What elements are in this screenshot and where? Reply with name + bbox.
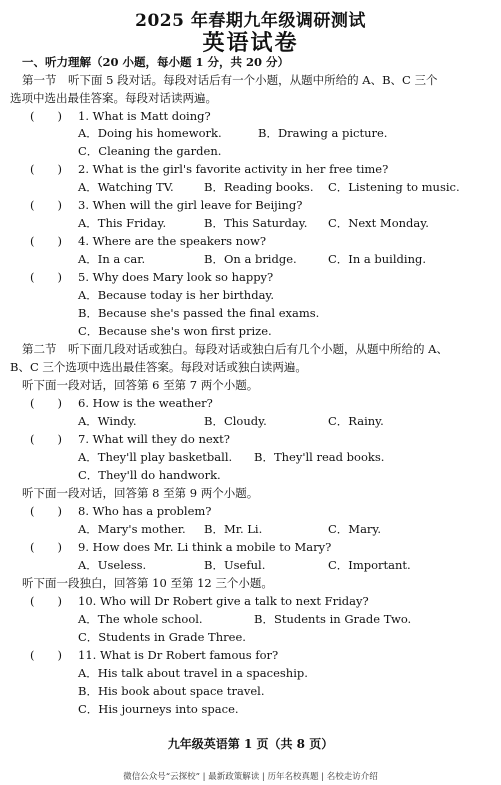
- option-c: C．Because she's won first prize.: [78, 324, 272, 338]
- option-b: B．His book about space travel.: [78, 684, 265, 698]
- question-7: [30, 431, 230, 447]
- answer-paren[interactable]: ( ): [30, 594, 62, 608]
- question-text: 2. What is the girl's favorite activity in her free time?: [78, 162, 389, 176]
- option-c: C．They'll do handwork.: [78, 468, 221, 482]
- option-c: C．Mary.: [328, 522, 382, 536]
- option-c: C．Students in Grade Three.: [78, 630, 246, 644]
- option-c: C．Important.: [328, 558, 411, 572]
- option-a: A．Useless.: [78, 558, 147, 572]
- option-a: A．Doing his homework.: [78, 126, 222, 140]
- answer-paren[interactable]: ( ): [30, 198, 62, 212]
- answer-paren[interactable]: ( ): [30, 162, 62, 176]
- question-4: [30, 233, 266, 249]
- option-c: C．Listening to music.: [328, 180, 460, 194]
- question-text: 8. Who has a problem?: [78, 504, 212, 518]
- option-c: C．Rainy.: [328, 414, 384, 428]
- answer-paren[interactable]: ( ): [30, 270, 62, 284]
- option-a: A．This Friday.: [78, 216, 167, 230]
- section2-intro-line2: B、C 三个选项中选出最佳答案。每段对话或独白读两遍。: [10, 360, 307, 374]
- question-text: 5. Why does Mary look so happy?: [78, 270, 274, 284]
- answer-paren[interactable]: ( ): [30, 109, 62, 123]
- question-text: 11. What is Dr Robert famous for?: [78, 648, 279, 662]
- answer-paren[interactable]: ( ): [30, 504, 62, 518]
- part-heading: 一、听力理解（20 小题，每小题 1 分，共 20 分）: [22, 55, 290, 69]
- option-a: A．They'll play basketball.: [78, 450, 233, 464]
- answer-paren[interactable]: ( ): [30, 396, 62, 410]
- option-c: C．In a building.: [328, 252, 427, 266]
- option-a: A．Because today is her birthday.: [78, 288, 275, 302]
- exam-subtitle: 英语试卷: [202, 30, 299, 56]
- question-text: 7. What will they do next?: [78, 432, 230, 446]
- answer-paren[interactable]: ( ): [30, 540, 62, 554]
- question-5: [30, 269, 273, 285]
- option-a: A．Windy.: [78, 414, 137, 428]
- instruction-q8-q9: 听下面一段对话，回答第 8 至第 9 两个小题。: [22, 486, 259, 500]
- exam-title: 2025 年春期九年级调研测试: [135, 11, 366, 31]
- question-text: 10. Who will Dr Robert give a talk to next Friday?: [78, 594, 369, 608]
- instruction-q6-q7: 听下面一段对话，回答第 6 至第 7 两个小题。: [22, 378, 259, 392]
- question-text: 3. When will the girl leave for Beijing?: [78, 198, 303, 212]
- question-text: 1. What is Matt doing?: [78, 109, 211, 123]
- option-a: A．His talk about travel in a spaceship.: [78, 666, 308, 680]
- option-a: A．The whole school.: [78, 612, 203, 626]
- question-3: [30, 197, 302, 213]
- answer-paren[interactable]: ( ): [30, 648, 62, 662]
- option-b: B．This Saturday.: [204, 216, 308, 230]
- question-2: [30, 161, 388, 177]
- section1-intro-line2: 选项中选出最佳答案。每段对话读两遍。: [10, 91, 217, 105]
- option-c: C．Cleaning the garden.: [78, 144, 222, 158]
- question-8: [30, 503, 211, 519]
- option-a: A．Mary's mother.: [78, 522, 186, 536]
- option-b: B．Reading books.: [204, 180, 314, 194]
- option-b: B．Mr. Li.: [204, 522, 263, 536]
- question-10: [30, 593, 369, 609]
- answer-paren[interactable]: ( ): [30, 432, 62, 446]
- page-number-footer: 九年级英语第 1 页（共 8 页）: [167, 737, 334, 751]
- option-b: B．Because she's passed the final exams.: [78, 306, 320, 320]
- option-b: B．Students in Grade Two.: [254, 612, 412, 626]
- option-b: B．Drawing a picture.: [258, 126, 388, 140]
- option-c: C．His journeys into space.: [78, 702, 239, 716]
- question-6: [30, 395, 213, 411]
- option-b: B．Cloudy.: [204, 414, 267, 428]
- section1-intro-line1: 第一节 听下面 5 段对话。每段对话后有一个小题，从题中所给的 A、B、C 三个: [22, 73, 438, 87]
- question-text: 4. Where are the speakers now?: [78, 234, 267, 248]
- question-text: 9. How does Mr. Li think a mobile to Mary?: [78, 540, 332, 554]
- option-c: C．Next Monday.: [328, 216, 429, 230]
- question-9: [30, 539, 331, 555]
- bottom-info-bar: 微信公众号“云探校” | 最新政策解读 | 历年名校真题 | 名校走访介绍: [123, 772, 378, 782]
- option-a: A．In a car.: [78, 252, 146, 266]
- section2-intro-line1: 第二节 听下面几段对话或独白。每段对话或独白后有几个小题，从题中所给的 A、: [22, 342, 448, 356]
- option-b: B．They'll read books.: [254, 450, 385, 464]
- option-a: A．Watching TV.: [78, 180, 174, 194]
- option-b: B．Useful.: [204, 558, 266, 572]
- question-text: 6. How is the weather?: [78, 396, 213, 410]
- option-b: B．On a bridge.: [204, 252, 297, 266]
- question-11: [30, 647, 278, 663]
- instruction-q10-q12: 听下面一段独白，回答第 10 至第 12 三个小题。: [22, 576, 273, 590]
- question-1: [30, 108, 211, 124]
- answer-paren[interactable]: ( ): [30, 234, 62, 248]
